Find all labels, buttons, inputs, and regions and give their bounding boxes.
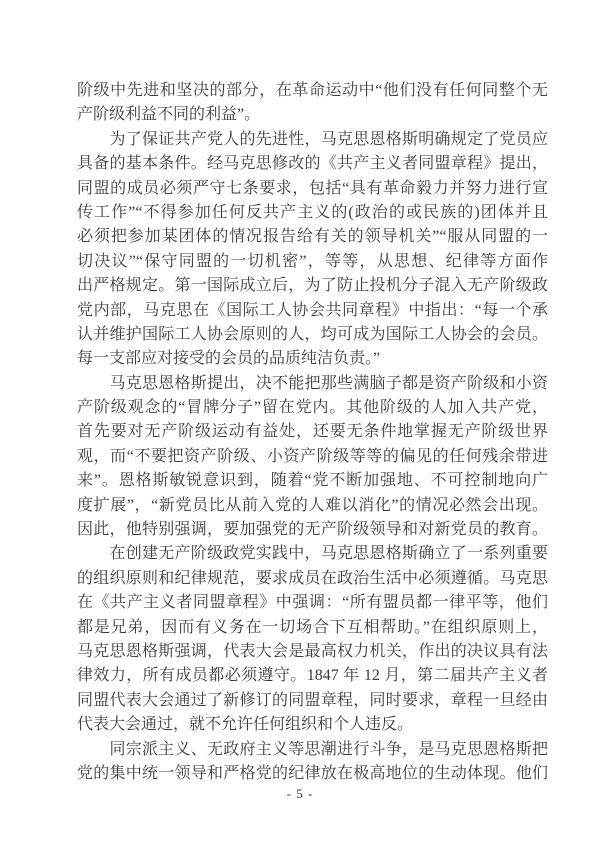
text-line: 马克思恩格斯提出，决不能把那些满脑子都是资产阶级和小资 [77,374,548,392]
text-line: 阶级中先进和坚决的部分，在革命运动中“他们没有任何同整个无 [77,82,548,99]
text-line: 在《共产主义者同盟章程》中强调：“所有盟员都一律平等，他们 [77,594,548,612]
paragraph [77,128,548,372]
text-line: 每一支部应对接受的会员的品质纯洁负责。” [77,350,381,368]
text-line: 马克思恩格斯强调，代表大会是最高权力机关，作出的决议具有法 [77,642,548,660]
text-line: 必须把参加某团体的情况报告给有关的领导机关”“服从同盟的一 [77,228,548,246]
text-line: 律效力，所有成员都必须遵守。1847 年 12 月，第二届共产主义者 [77,667,548,685]
text-line: 具备的基本条件。经马克思修改的《共产主义者同盟章程》提出， [77,155,548,173]
text-line: 首先要对无产阶级运动有益处，还要无条件地掌握无产阶级世界 [77,423,548,441]
paragraph [77,738,548,787]
text-line: 产阶级利益不同的利益”。 [77,106,261,124]
text-line: 党内部，马克思在《国际工人协会共同章程》中指出：“每一个承 [77,301,548,319]
text-line: 代表大会通过，就不允许任何组织和个人违反。 [77,716,414,734]
text-line: 产阶级观念的“冒牌分子”留在党内。其他阶级的人加入共产党， [77,399,548,417]
paragraph [77,79,548,128]
text-line: 为了保证共产党人的先进性，马克思恩格斯明确规定了党员应 [77,130,548,148]
text-line: 同盟代表大会通过了新修订的同盟章程，同时要求，章程一旦经由 [77,691,548,709]
text-line: 认并维护国际工人协会原则的人，均可成为国际工人协会的会员。 [77,325,548,343]
text-line: 来”。恩格斯敏锐意识到，随着“党不断加强地、不可控制地向广 [77,472,548,490]
paragraph [77,542,548,737]
text-line: 观，而“不要把资产阶级、小资产阶级等等的偏见的任何残余带进 [77,447,548,465]
paragraph [77,372,548,543]
text-line: 都是兄弟，因而有义务在一切场合下互相帮助。”在组织原则上， [77,618,548,636]
text-line: 的组织原则和纪律规范，要求成员在政治生活中必须遵循。马克思 [77,569,548,587]
text-line: 党的集中统一领导和严格党的纪律放在极高地位的生动体现。他们 [77,764,548,782]
text-line: 同盟的成员必须严守七条要求，包括“具有革命毅力并努力进行宣 [77,179,548,197]
text-line: 因此，他特别强调，要加强党的无产阶级领导和对新党员的教育。 [77,521,548,539]
text-line: 传工作”“不得参加任何反共产主义的(政治的或民族的)团体并且 [77,203,548,221]
text-line: 同宗派主义、无政府主义等思潮进行斗争，是马克思恩格斯把 [77,740,548,758]
text-line: 在创建无产阶级政党实践中，马克思恩格斯确立了一系列重要 [77,545,548,563]
text-line: 出严格规定。第一国际成立后，为了防止投机分子混入无产阶级政 [77,277,548,295]
document-body [77,79,548,786]
text-line: 切决议”“保守同盟的一切机密”，等等，从思想、纪律等方面作 [77,252,548,270]
text-line: 度扩展”，“新党员比从前入党的人难以消化”的情况必然会出现。 [77,496,548,514]
page-number: - 5 - [286,786,314,801]
